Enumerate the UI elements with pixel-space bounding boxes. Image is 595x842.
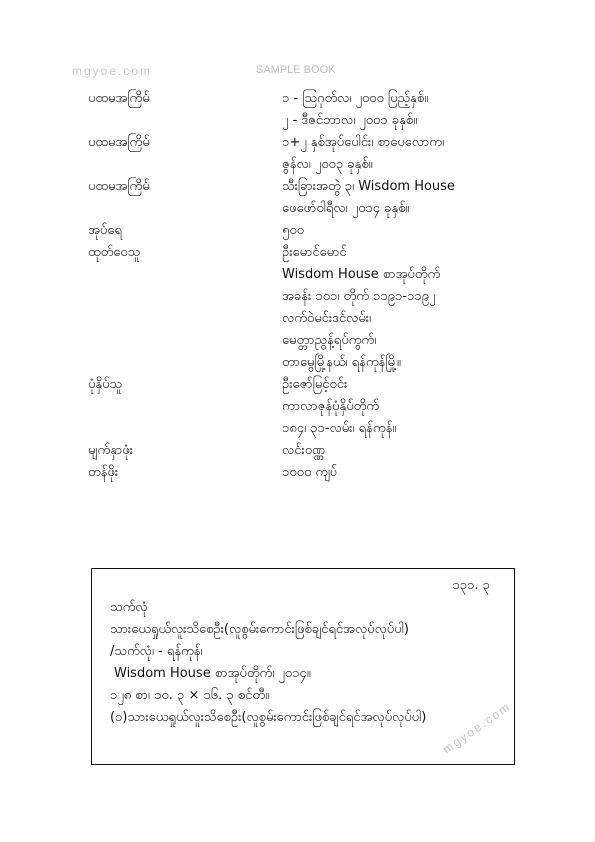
detail-value: ဦးဇော်မြင့်ဝင်း [282, 377, 348, 392]
detail-value: ၁၀၀၀ ကျပ် [282, 465, 338, 480]
detail-values [282, 176, 528, 220]
detail-value: ကာလာဇုန်ပုံနှိပ်တိုက် [282, 399, 379, 414]
catalog-line: သားယေရှုယ်လူးသိစေဦး(လူစွမ်းကောင်းဖြစ်ချင်ရင်အလုပ်လုပ်ပါ) [110, 622, 409, 637]
detail-label: ပထမအကြိမ် [88, 179, 150, 194]
detail-value: လင်းဝဏ္ဏ [282, 443, 326, 458]
detail-row [88, 88, 528, 132]
detail-value: မေတ္တာညွန့်ရပ်ကွက်၊ [282, 333, 377, 348]
detail-value: အခန်း ၁၀၁၊ တိုက် ၁၁၉၁-၁၁၉၂ [282, 289, 436, 304]
detail-value: ဦးမောင်မောင် [282, 245, 347, 260]
detail-value: ဇွန်လ၊ ၂၀၀၃ ခုနှစ်။ [282, 157, 373, 172]
watermark-site-diagonal: mgyoe.com [440, 699, 514, 757]
detail-values [282, 132, 528, 176]
detail-row [88, 440, 528, 462]
detail-label: အုပ်ရေ [88, 223, 122, 238]
catalog-line: (၁)သားယေရှုယ်လူးသိစေဦး(လူစွမ်းကောင်းဖြစ်ချင်ရင်အလုပ်လုပ်ပါ) [110, 710, 427, 725]
detail-value: ၁ - ဩဂုတ်လ၊ ၂၀၀၀ ပြည့်နှစ်။ [282, 91, 429, 106]
detail-row [88, 132, 528, 176]
publication-details [88, 88, 528, 484]
detail-value: သီးခြားအတွဲ ၃၊ Wisdom House [282, 179, 455, 194]
catalog-number: ၁၃၁. ၃ [452, 578, 490, 593]
detail-value: ၁၈၄၊ ၃၁-လမ်း၊ ရန်ကုန်။ [282, 421, 397, 436]
watermark-site: mgyoe.com [72, 64, 153, 78]
detail-row [88, 220, 528, 242]
catalog-line: သက်လုံ [110, 600, 148, 615]
detail-label: ထုတ်ဝေသူ [88, 245, 141, 260]
detail-value: ၂ - ဒီဇင်ဘာလ၊ ၂၀၀၁ ခုနှစ်။ [282, 113, 418, 128]
detail-values [282, 374, 528, 440]
detail-value: လက်ဝဲမင်းဒင်လမ်း၊ [282, 311, 372, 326]
catalog-line: /သက်လုံ၊ - ရန်ကုန်၊ [110, 644, 203, 659]
detail-values [282, 440, 528, 462]
catalog-line: ၁၂၈ စာ၊ ၁၀. ၃ × ၁၆. ၃ စင်တီ။ [110, 688, 269, 703]
detail-label: ပုံနှိပ်သူ [88, 377, 123, 392]
detail-values [282, 88, 528, 132]
detail-label: မျက်နှာဖုံး [88, 443, 133, 458]
detail-value: ဖေဖော်ဝါရီလ၊ ၂၀၁၄ ခုနှစ်။ [282, 201, 410, 216]
detail-value: Wisdom House စာအုပ်တိုက် [282, 267, 441, 282]
detail-label: ပထမအကြိမ် [88, 135, 150, 150]
detail-row [88, 374, 528, 440]
detail-values [282, 220, 528, 242]
detail-label: တန်ဖိုး [88, 465, 119, 480]
watermark-sample-book: SAMPLE BOOK [256, 64, 336, 76]
detail-row [88, 176, 528, 220]
detail-values [282, 462, 528, 484]
catalog-line: Wisdom House စာအုပ်တိုက်၊ ၂၀၁၄။ [114, 666, 311, 681]
detail-label: ပထမအကြိမ် [88, 91, 150, 106]
detail-row [88, 462, 528, 484]
detail-value: တာမွေမြို့နယ်၊ ရန်ကုန်မြို့။ [282, 355, 401, 370]
detail-row [88, 242, 528, 374]
detail-values [282, 242, 528, 374]
detail-value: ၅၀၀ [282, 223, 304, 238]
detail-value: ၁+၂ နှစ်အုပ်ပေါင်း၊ စာပေလောက၊ [282, 135, 445, 150]
